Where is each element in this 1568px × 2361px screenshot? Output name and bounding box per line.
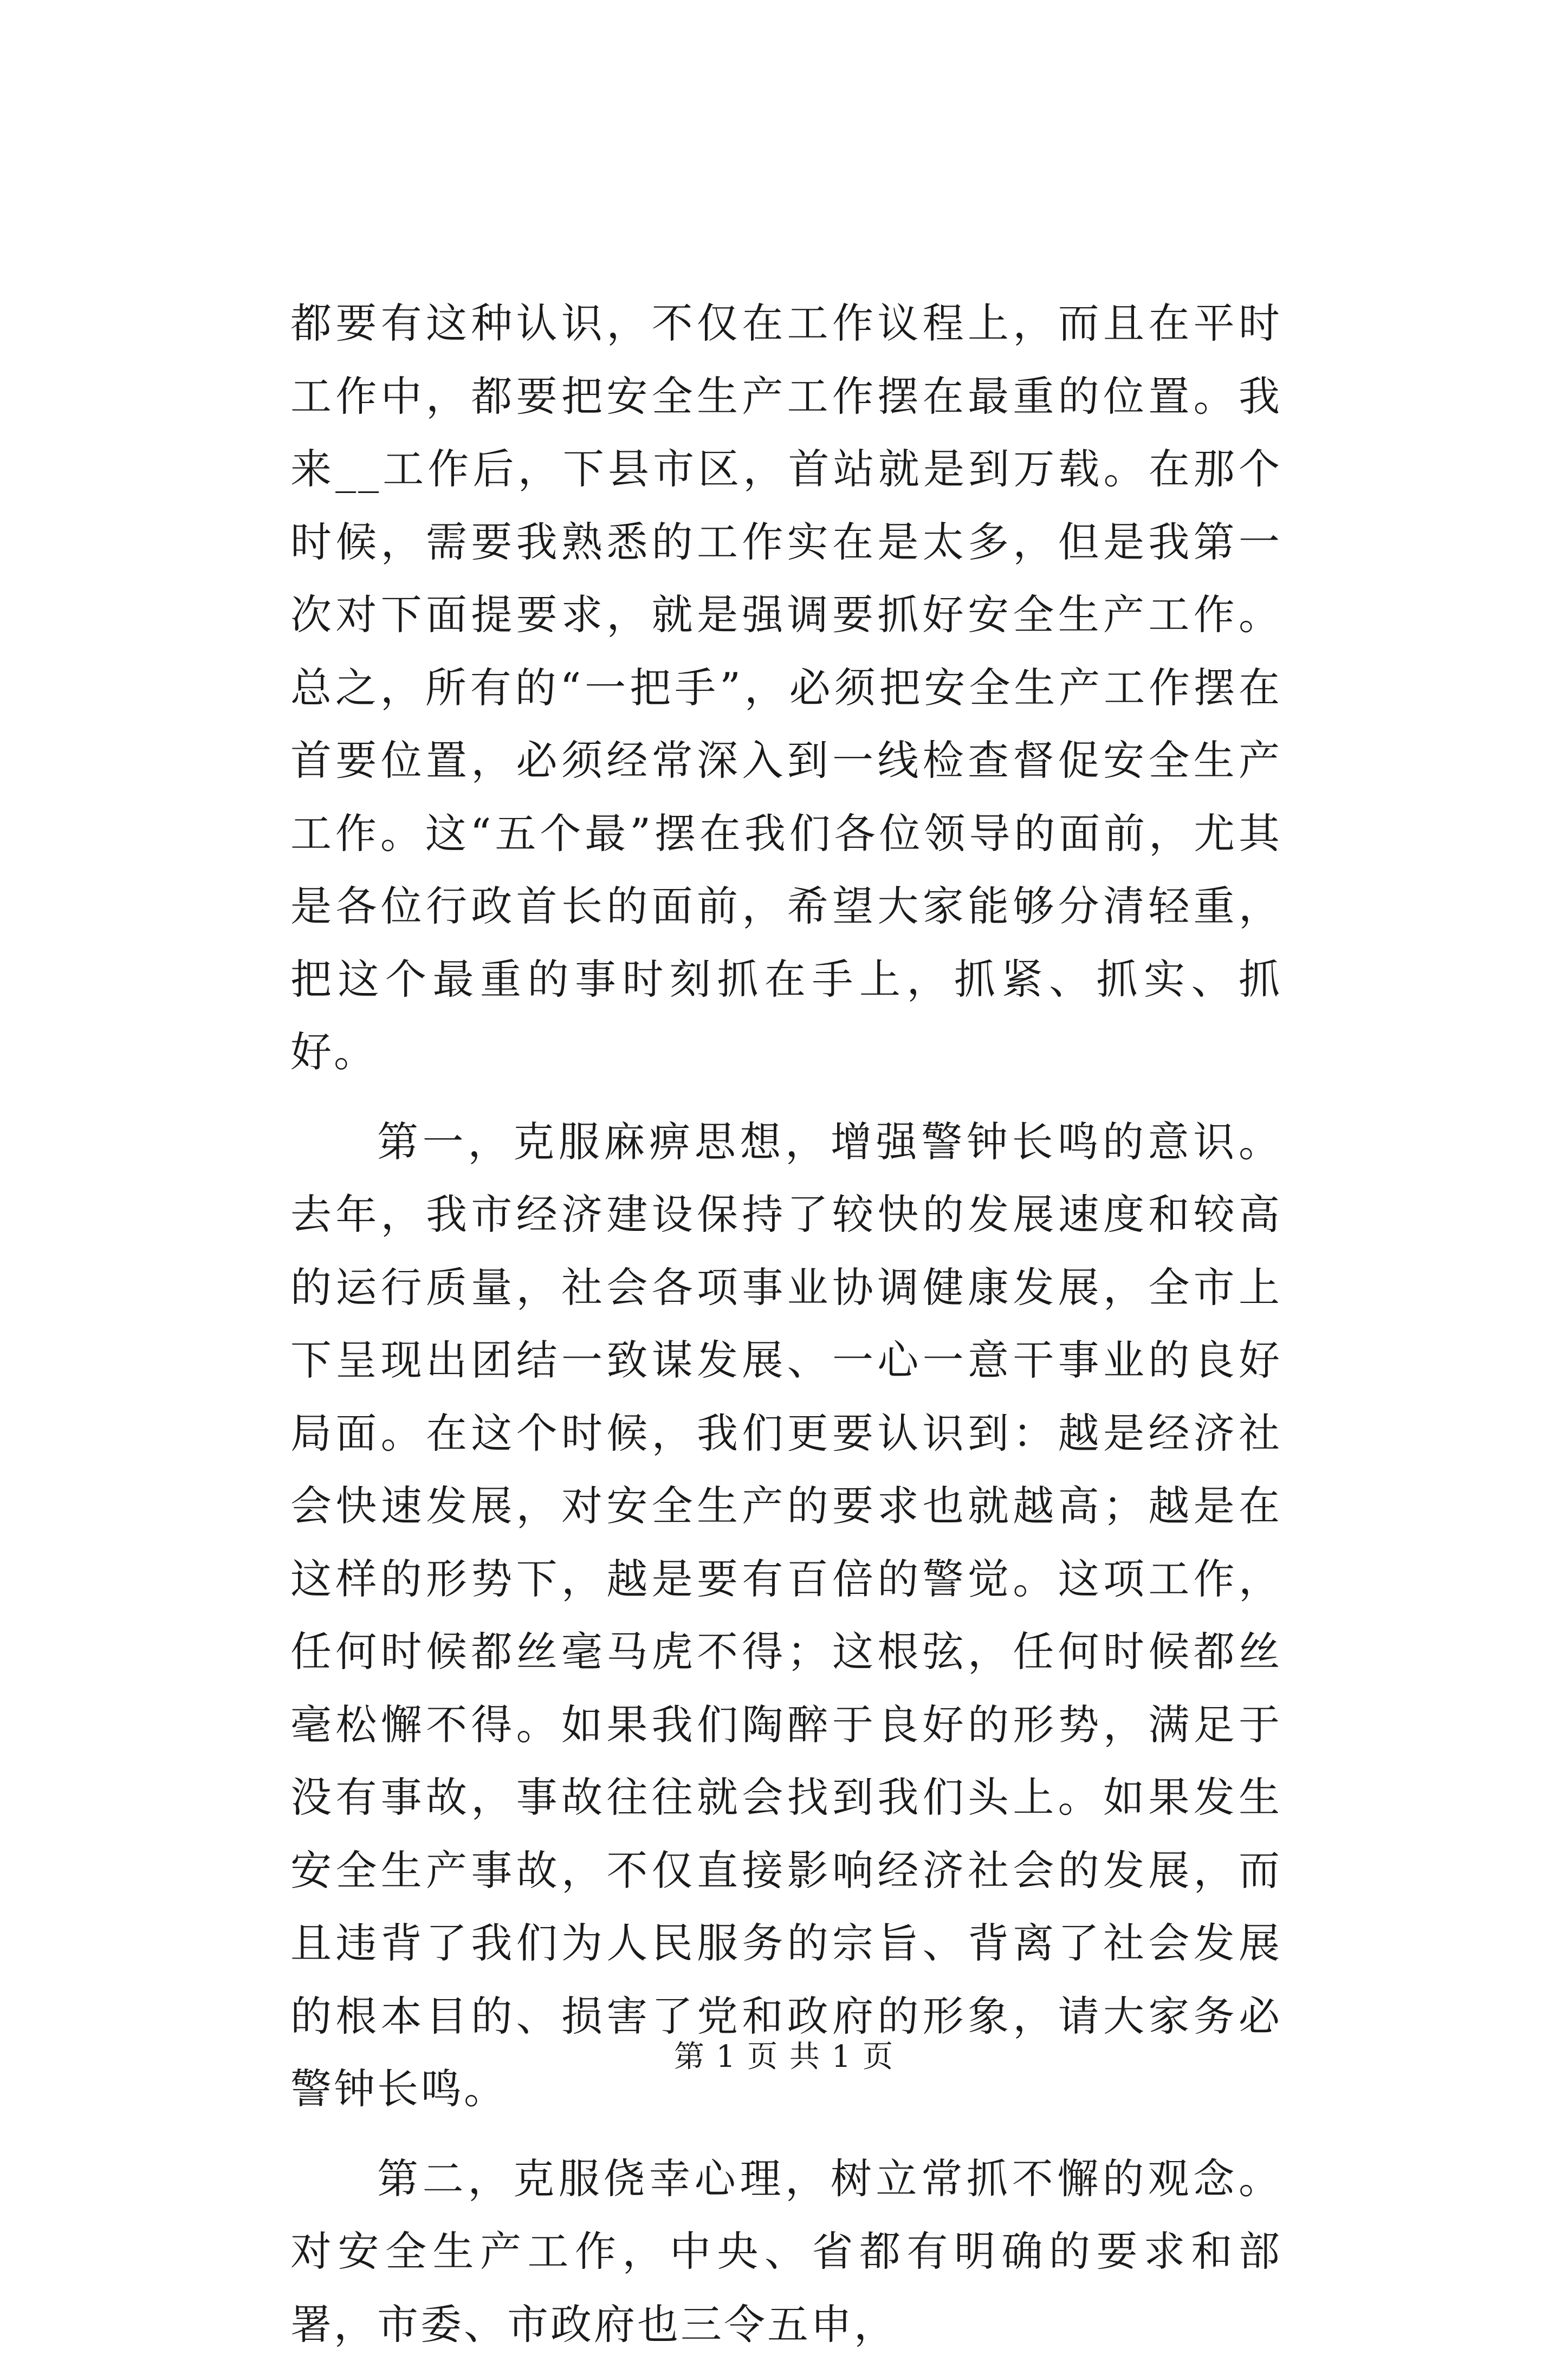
paragraph-gap	[290, 2126, 1282, 2143]
page-footer: 第 1 页 共 1 页	[0, 2038, 1568, 2076]
paragraph-continuation: 都要有这种认识，不仅在工作议程上，而且在平时工作中，都要把安全生产工作摆在最重的位置。我来__工作后，下县市区，首站就是到万载。在那个时候，需要我熟悉的工作实在是太多，但是我第一次对下面提要求，就是强调要抓好安全生产工作。总之，所有的“一把手”，必须把安全生产工作摆在首要位置，必须经常深入到一线检查督促安全生产工作。这“五个最”摆在我们各位领导的面前，尤其是各位行政首长的面前，希望大家能够分清轻重，把这个最重的事时刻抓在手上，抓紧、抓实、抓好。	[290, 287, 1282, 1089]
paragraph-first-point: 第一，克服麻痹思想，增强警钟长鸣的意识。去年，我市经济建设保持了较快的发展速度和较高的运行质量，社会各项事业协调健康发展，全市上下呈现出团结一致谋发展、一心一意干事业的良好局面。在这个时候，我们更要认识到：越是经济社会快速发展，对安全生产的要求也就越高；越是在这样的形势下，越是要有百倍的警觉。这项工作，任何时候都丝毫马虎不得；这根弦，任何时候都丝毫松懈不得。如果我们陶醉于良好的形势，满足于没有事故，事故往往就会找到我们头上。如果发生安全生产事故，不仅直接影响经济社会的发展，而且违背了我们为人民服务的宗旨、背离了社会发展的根本目的、损害了党和政府的形象，请大家务必警钟长鸣。	[290, 1106, 1282, 2126]
paragraph-second-point: 第二，克服侥幸心理，树立常抓不懈的观念。对安全生产工作，中央、省都有明确的要求和部署，市委、市政府也三令五申，	[290, 2143, 1282, 2361]
paragraph-gap	[290, 1089, 1282, 1106]
